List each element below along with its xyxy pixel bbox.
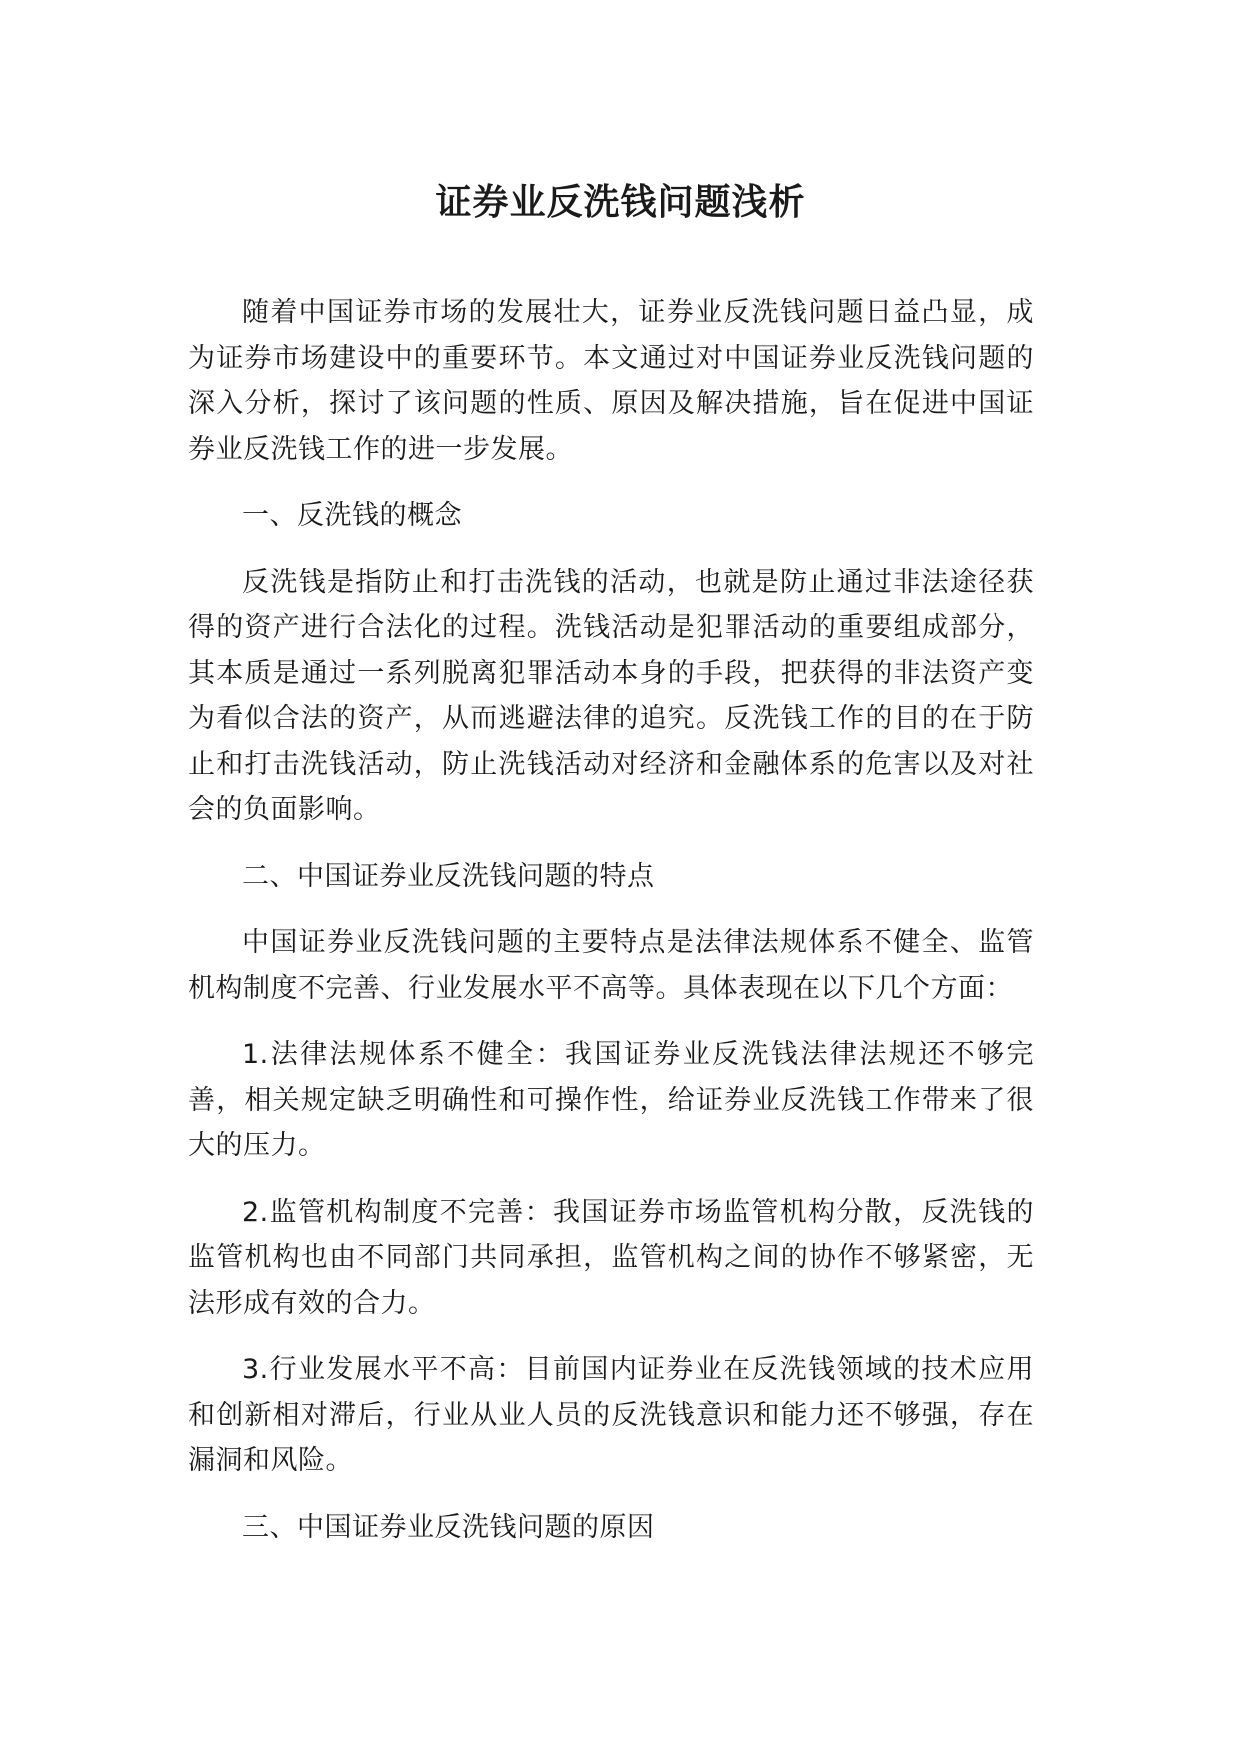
document-title: 证券业反洗钱问题浅析 [435, 182, 806, 223]
feature-item-3: 3.行业发展水平不高：目前国内证券业在反洗钱领域的技术应用和创新相对滞后，行业从业人员的反洗钱意识和能力还不够强，存在漏洞和风险。 [188, 1354, 1034, 1476]
section-heading-2: 二、中国证券业反洗钱问题的特点 [242, 860, 655, 892]
features-paragraph: 中国证券业反洗钱问题的主要特点是法律法规体系不健全、监管机构制度不完善、行业发展水平不高等。具体表现在以下几个方面： [188, 927, 1034, 1004]
concept-paragraph: 反洗钱是指防止和打击洗钱的活动，也就是防止通过非法途径获得的资产进行合法化的过程。洗钱活动是犯罪活动的重要组成部分，其本质是通过一系列脱离犯罪活动本身的手段，把获得的非法资产变为看似合法的资产，从而逃避法律的追究。反洗钱工作的目的在于防止和打击洗钱活动，防止洗钱活动对经济和金融体系的危害以及对社会的负面影响。 [188, 566, 1034, 825]
feature-item-2: 2.监管机构制度不完善：我国证券市场监管机构分散，反洗钱的监管机构也由不同部门共同承担，监管机构之间的协作不够紧密，无法形成有效的合力。 [188, 1196, 1034, 1319]
intro-paragraph: 随着中国证券市场的发展壮大，证券业反洗钱问题日益凸显，成为证券市场建设中的重要环节。本文通过对中国证券业反洗钱问题的深入分析，探讨了该问题的性质、原因及解决措施，旨在促进中国证券业反洗钱工作的进一步发展。 [188, 297, 1034, 465]
document-body [188, 290, 1034, 1571]
feature-item-1: 1.法律法规体系不健全：我国证券业反洗钱法律法规还不够完善，相关规定缺乏明确性和可操作性，给证券业反洗钱工作带来了很大的压力。 [188, 1039, 1034, 1161]
section-heading-1: 一、反洗钱的概念 [242, 500, 462, 531]
section-heading-3: 三、中国证券业反洗钱问题的原因 [242, 1511, 655, 1543]
